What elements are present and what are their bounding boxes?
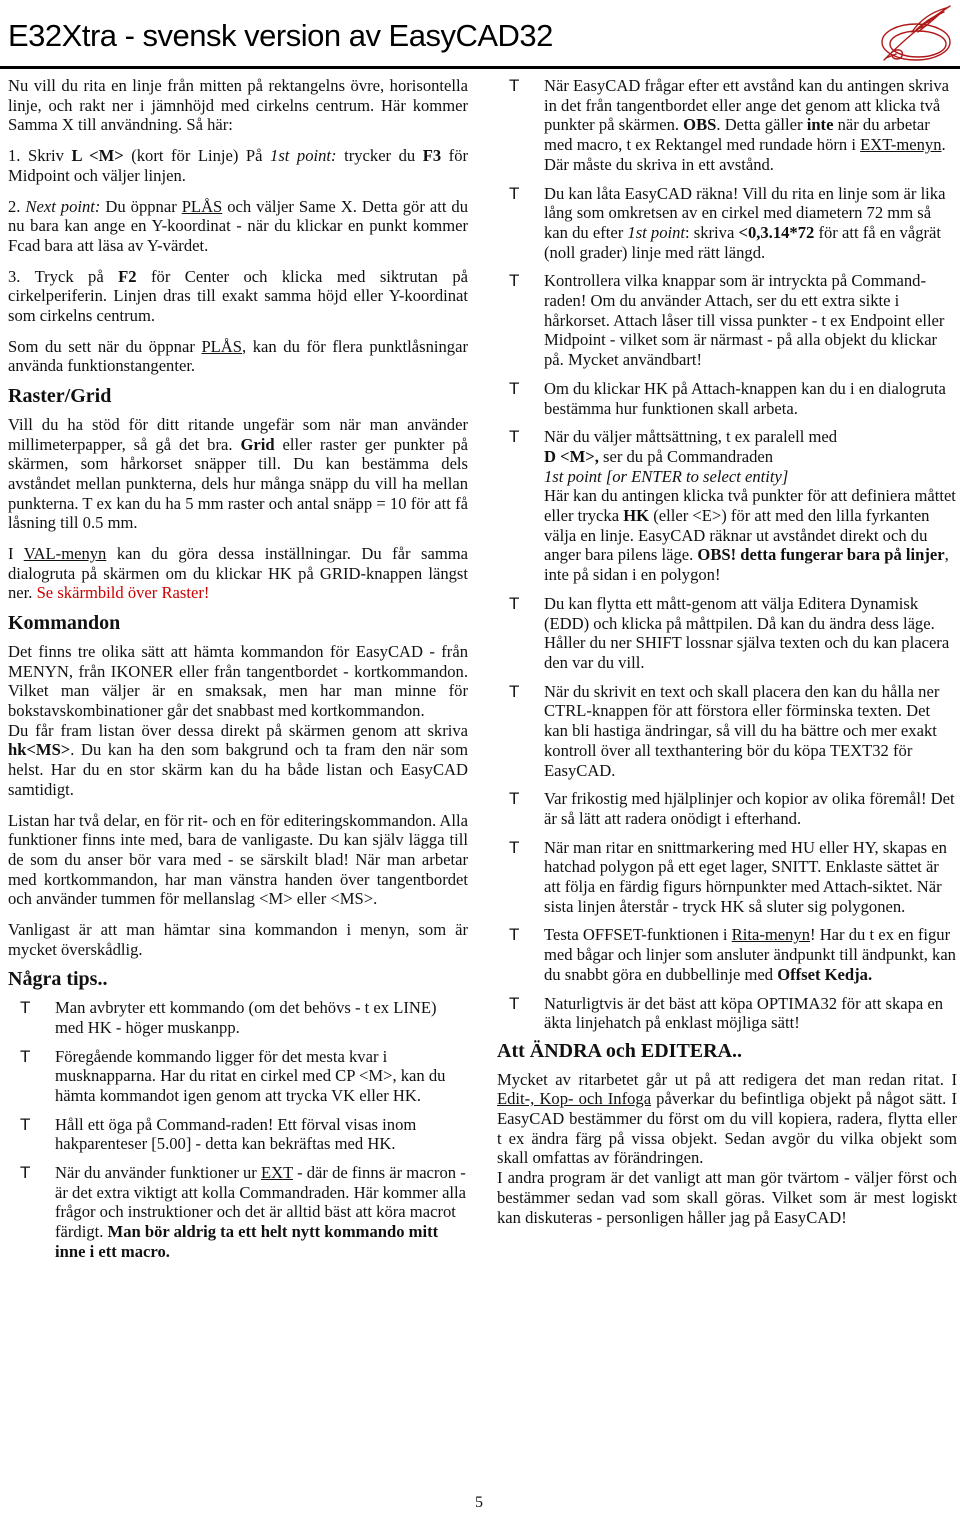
ext-menu-link[interactable]: EXT-menyn [860, 135, 942, 155]
text: för att få en vågrät (noll grader) linje med rätt längd. [544, 222, 942, 262]
header-rule [0, 66, 960, 69]
text: Du kan låta EasyCAD räkna! Vill du rita en linje som är lika lång som omkretsen av en cirkel med diametern 72 mm så kan du efter [544, 183, 946, 242]
bullet-icon: T [20, 1114, 31, 1134]
bullet-icon: T [509, 183, 520, 203]
list-item [8, 1115, 468, 1154]
text-bold: OBS [683, 115, 717, 135]
paragraph-andra-2 [497, 1168, 957, 1227]
paragraph-kommandon-3 [8, 920, 468, 959]
edit-menus-link[interactable]: Edit-, Kop- och Infoga [497, 1089, 652, 1109]
text: Var frikostig med hjälplinjer och kopior av olika föremål! Det är så lätt att radera onödigt i efterhand. [544, 789, 955, 828]
list-item [8, 1047, 468, 1106]
text: Listan har två delar, en för rit- och en för editeringskommandon. Alla funktioner finns inte med, bara de vanligaste. Du kan själv lägga till de som du anser bör vara med - se särskilt blad! När man arbetar med kortkommandon, har man vänstra handen över tangentbordet och använder tummen för mellanslag <M> eller <MS>. [8, 810, 468, 909]
text-bold: hk<MS> [8, 740, 71, 760]
paragraph-raster-1 [8, 415, 468, 533]
step-2 [8, 197, 468, 256]
bullet-icon: T [509, 789, 520, 809]
text: för Center och klicka med siktrutan på cirkelperiferin. Linjen dras till exakt samma höjd eller Y-koordinat som cirkelns centrum. [8, 266, 468, 326]
text: I [8, 544, 24, 564]
text: , kan du för flera punktlåsningar använda funktionstangenter. [8, 336, 468, 376]
text-bold: Grid [240, 434, 275, 454]
paragraph-intro [8, 76, 468, 135]
text: Man avbryter ett kommando (om det behövs - t ex LINE) med HK - höger muskanpp. [55, 998, 437, 1037]
text-bold: HK [623, 506, 650, 526]
bullet-icon: T [509, 925, 520, 945]
paragraph-raster-2 [8, 544, 468, 603]
text: 2. [8, 196, 26, 216]
bullet-icon: T [509, 427, 520, 447]
text: Som du sett när du öppnar [8, 336, 202, 356]
paragraph-andra-1 [497, 1070, 957, 1169]
step-1 [8, 146, 468, 185]
bullet-icon: T [509, 681, 520, 701]
bullet-icon: T [509, 837, 520, 857]
text: påverkar du befintliga objekt på något sätt. I EasyCAD bestämmer du först om du vill kopiera, radera, flytta eller t ex ändra färg på vissa objekt. Sedan avgör du vilka objekt som skall omfattas av förändringen. [497, 1089, 957, 1168]
text: trycker du [336, 146, 423, 166]
text: Du kan flytta ett mått-genom att välja Editera Dynamisk (EDD) och klicka på måttpilen. Då kan du ändra dess läge. Håller du ner SHIFT lossnar själva texten och du kan placera den var du vill. [544, 593, 950, 672]
text-bold: Man bör aldrig ta ett helt nytt kommando mitt inne i ett macro. [55, 1222, 439, 1261]
text: Om du klickar HK på Attach-knappen kan du i en dialogruta bestämma hur funktionen skall arbeta. [544, 378, 946, 418]
list-item [497, 925, 957, 984]
bullet-icon: T [20, 1163, 31, 1183]
text: Här kan du antingen klicka två punkter för att definiera måttet eller trycka [544, 486, 956, 526]
page-number: 5 [475, 1494, 483, 1511]
text: När EasyCAD frågar efter ett avstånd kan du antingen skriva in det från tangentbordet eller ange det genom att klicka två punkter på skärmen. [544, 76, 950, 135]
text: Håll ett öga på Command-raden! Ett förval visas inom hakparenteser [5.00] - detta kan bekräftas med HK. [55, 1114, 417, 1154]
list-item [8, 1163, 468, 1262]
paragraph-plas [8, 337, 468, 376]
text: kan du göra dessa inställningar. Du får samma dialogruta på skärmen om du klickar HK på GRID-knappen längst ner. [8, 544, 468, 603]
bullet-icon: T [20, 1046, 31, 1066]
tips-list [8, 998, 468, 1261]
list-item [8, 998, 468, 1037]
text-bold: Offset Kedja. [777, 964, 873, 984]
list-item [497, 838, 957, 917]
text-bold: <0,3.14*72 [738, 222, 815, 242]
text: Vill du ha stöd för ditt ritande ungefär som när man använder millimeterpapper, så gå det bra. [8, 414, 468, 454]
text: Naturligtvis är det bäst att köpa OPTIMA32 för att skapa en äkta linjehatch på enklast möjliga sätt! [544, 993, 944, 1033]
text-italic: 1st point [or ENTER to select entity] [544, 466, 789, 486]
quill-logo-icon [872, 2, 956, 66]
list-item [497, 76, 957, 175]
heading-tips: Några tips.. [8, 968, 108, 991]
text-italic: 1st point [627, 222, 686, 242]
bullet-icon: T [20, 998, 31, 1018]
bullet-icon: T [509, 593, 520, 613]
text-bold: F3 [422, 146, 442, 166]
text: (eller <E>) för att med den lilla fyrkanten välja en linje. EasyCAD räknar ut avståndet direkt och du anger bara pilens läge. [544, 506, 930, 565]
text: När man ritar en snittmarkering med HU eller HY, skapas en hatchad polygon på ett eget lager, SNITT. Enklaste sättet är att följa en färdig figurs hörnpunkter med Attach-siktet. När sista linjen återstår - tryck HK så sluter sig polygonen. [544, 837, 947, 916]
text: När du skrivit en text och skall placera den kan du hålla ner CTRL-knappen för att förstora eller förminska texten. Det kan bli hastiga ändringar, så vill du ha bättre och mer exakt kontroll över all texthantering bör du köpa TEXT32 för EasyCAD. [544, 681, 940, 780]
text: Testa OFFSET-funktionen i [544, 925, 732, 945]
text-italic: Next point: [25, 196, 101, 216]
text: När du använder funktioner ur [55, 1163, 261, 1183]
plas-menu-link[interactable]: PLÅS [201, 336, 243, 356]
bullet-icon: T [509, 76, 520, 95]
text: ser du på Commandraden [598, 446, 774, 466]
text: . Detta gäller [716, 115, 807, 135]
text-bold: inte [806, 115, 834, 135]
val-menu-link[interactable]: VAL-menyn [23, 544, 107, 564]
paragraph-kommandon-2 [8, 811, 468, 910]
right-column [497, 76, 957, 1238]
text: Föregående kommando ligger för det mesta kvar i musknapparna. Har du ritat en cirkel med CP <M>, kan du hämta kommandot igen genom att trycka VK eller HK. [55, 1046, 446, 1105]
left-column [8, 76, 468, 1271]
text: - där de finns är macron - är det extra viktigt att kolla Commandraden. Här kommer alla frågor och instruktioner och det är alltid bäst att köra macrot färdigt. [55, 1163, 467, 1242]
heading-raster-grid: Raster/Grid [8, 385, 112, 408]
text: och väljer Same X. Detta gör att du nu bara kan ange en Y-koordinat - när du klickar en punkt kommer Fcad bara att läsa av Y-värdet. [8, 196, 468, 255]
text: Du får fram listan över dessa direkt på skärmen genom att skriva [8, 720, 468, 740]
right-tips-list [497, 76, 957, 1033]
text: Mycket av ritarbetet går ut på att redigera det man redan ritat. I [497, 1069, 957, 1089]
text: (kort för Linje) På [123, 146, 271, 166]
list-item [497, 379, 957, 418]
bullet-icon: T [509, 271, 520, 291]
bullet-icon: T [509, 378, 520, 398]
text: : skriva [685, 222, 739, 242]
raster-screenshot-link[interactable]: Se skärmbild över Raster! [36, 583, 210, 603]
text: eller raster ger punkter på skärmen, som hårkorset snäpper till. Du kan bestämma dels avståndet mellan punkterna, dels hur många snäpp du vill ha mellan punkterna. T ex kan du ha 5 mm raster och antal snäpp = 10 för att få låsning till 0.5 mm. [8, 434, 469, 533]
text-italic: 1st point: [270, 146, 337, 166]
text: när du arbetar med macro, t ex Rektangel med rundade hörn i [544, 115, 930, 155]
page-header [0, 0, 960, 72]
list-item [497, 789, 957, 828]
list-item [497, 682, 957, 781]
text: 1. Skriv [8, 146, 72, 166]
list-item [497, 994, 957, 1033]
step-3 [8, 267, 468, 326]
list-item [497, 184, 957, 263]
page-title: E32Xtra - svensk version av EasyCAD32 [8, 18, 553, 53]
rita-menu-link[interactable]: Rita-menyn [731, 925, 811, 945]
text: Du öppnar [100, 196, 182, 216]
text-bold: L <M> [71, 146, 124, 166]
text: för Midpoint och väljer linjen. [8, 146, 469, 185]
text: 3. Tryck på [8, 266, 119, 286]
list-item [497, 271, 957, 370]
text-bold: OBS! detta fungerar bara på linjer [697, 545, 945, 565]
plas-menu-link[interactable]: PLÅS [181, 196, 223, 216]
text: Vanligast är att man hämtar sina kommandon i menyn, som är mycket överskådlig. [8, 920, 468, 959]
text: ! Har du t ex en figur med bågar och linjer som ansluter ändpunkt till ändpunkt, kan du snabbt göra en dubbellinje med [544, 925, 956, 984]
list-item [497, 427, 957, 585]
text: Det finns tre olika sätt att hämta kommandon för EasyCAD - från MENYN, från IKONER eller från tangentbordet - kortkommandon. Vilket man väljer är en smaksak, men har man minne för bokstavskombinationer går det snabbast med kortkommandon. [8, 641, 468, 720]
bullet-icon: T [509, 993, 520, 1013]
heading-andra-editera: Att ÄNDRA och EDITERA.. [497, 1039, 743, 1062]
text: . Där måste du skriva in ett avstånd. [544, 135, 946, 174]
text: I andra program är det vanligt att man gör tvärtom - väljer först och bestämmer sedan vad som skall göras. Vilket som är mest logiskt kan diskuteras - personligen håller jag på EasyCAD! [497, 1168, 957, 1227]
text: Kontrollera vilka knappar som är intryckta på Command-raden! Om du använder Attach, ser du ett extra sikte i hårkorset. Attach låser till vissa punkter - t ex Endpoint eller Midpoint - vilket som är närmast - på alla objekt du klickar på. Mycket användbart! [544, 271, 945, 370]
list-item [497, 594, 957, 673]
heading-kommandon: Kommandon [8, 612, 121, 635]
text-bold: F2 [118, 266, 137, 286]
text: . Du kan ha den som bakgrund och ta fram den när som helst. Har du en stor skärm kan du ha både listan och EasyCAD samtidigt. [8, 740, 468, 799]
text: Nu vill du rita en linje från mitten på rektangelns övre, horisontella linje, och rakt ner i jämnhöjd med cirkelns centrum. Här kommer Samma X till användning. Så här: [8, 76, 468, 135]
text: När du väljer måttsättning, t ex paralell med [544, 427, 838, 447]
paragraph-kommandon-1 [8, 642, 468, 800]
text: , inte på sidan i en polygon! [544, 545, 949, 585]
ext-menu-link[interactable]: EXT [260, 1163, 293, 1183]
text-bold: D <M>, [544, 446, 599, 466]
